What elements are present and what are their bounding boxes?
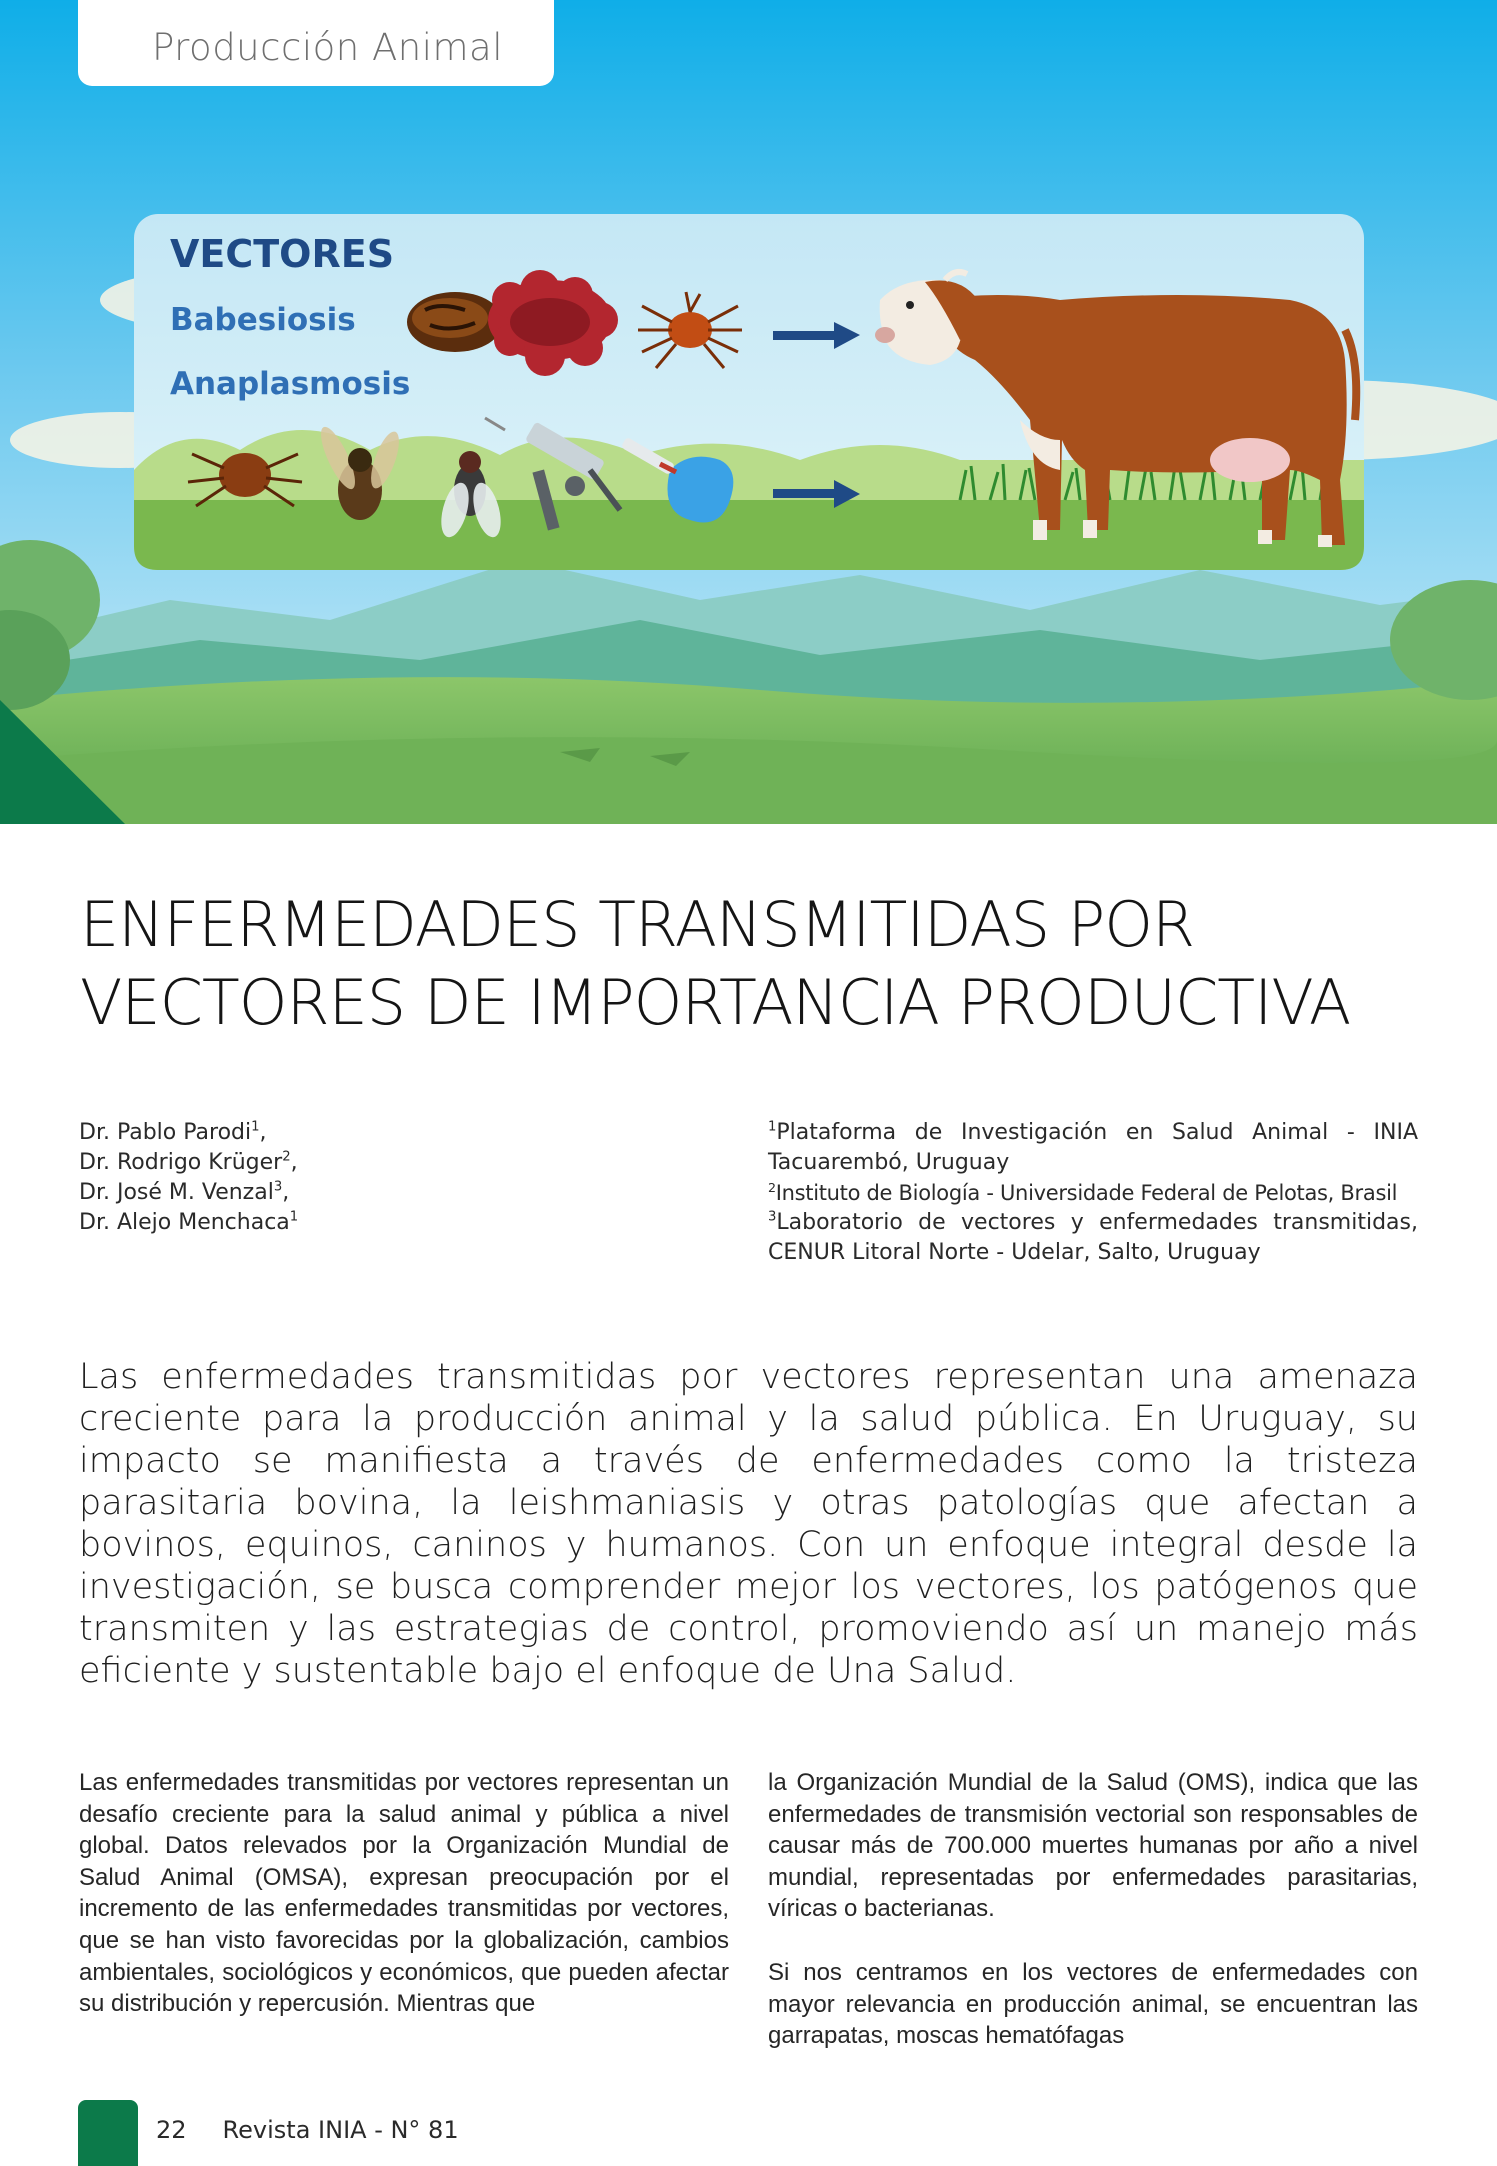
author: Dr. Alejo Menchaca$^1$ — [79, 1209, 299, 1235]
section-label: Producción Animal — [152, 26, 503, 69]
affiliation-list — [768, 1118, 1418, 1268]
page-footer — [156, 2116, 459, 2144]
body-paragraph: la Organización Mundial de la Salud (OMS), indica que las enfermedades de transmisión vectorial son responsables de causar más de 700.000 muertes humanas por año a nivel mundial, representadas por enfermedades parasitarias, víricas o bacterianas. — [768, 1769, 1418, 1923]
landscape-background — [0, 0, 1497, 824]
body-column-right — [768, 1767, 1418, 2052]
figure-heading: VECTORES — [170, 232, 395, 276]
affiliation: $^3$Laboratorio de vectores y enfermedades transmitidas, CENUR Litoral Norte - Udelar, Salto, Uruguay — [768, 1209, 1418, 1265]
figure-disease-anaplasmosis: Anaplasmosis — [170, 366, 411, 402]
author-list — [79, 1118, 298, 1238]
author: Dr. Pablo Parodi$^1$, — [79, 1119, 267, 1145]
publication-name: Revista INIA - N° 81 — [222, 2116, 459, 2144]
body-paragraph: Si nos centramos en los vectores de enfermedades con mayor relevancia en producción animal, se encuentran las garrapatas, moscas hematófagas — [768, 1958, 1418, 2050]
author: Dr. Rodrigo Krüger$^2$, — [79, 1149, 298, 1175]
affiliation: $^2$Instituto de Biología - Universidade Federal de Pelotas, Brasil — [768, 1180, 1398, 1205]
hero-illustration — [0, 0, 1497, 824]
section-tab — [78, 0, 554, 86]
lead-paragraph: Las enfermedades transmitidas por vectores representan una amenaza creciente para la producción animal y la salud pública. En Uruguay, su impacto se manifiesta a través de enfermedades como la tristeza parasitaria bovina, la leishmaniasis y otras patologías que afectan a bovinos, equinos, caninos y humanos. Con un enfoque integral desde la investigación, se busca comprender mejor los vectores, los patógenos que transmiten y las estrategias de control, promoviendo así un manejo más eficiente y sustentable bajo el enfoque de Una Salud. — [79, 1357, 1418, 1691]
body-paragraph: Las enfermedades transmitidas por vectores representan un desafío creciente para la salud animal y pública a nivel global. Datos relevados por la Organización Mundial de Salud Animal (OMSA), expresan preocupación por el incremento de las enfermedades transmitidas por vectores, que se han visto favorecidas por la globalización, cambios ambientales, sociológicos y económicos, que pueden afectar su distribución y repercusión. Mientras que — [79, 1769, 729, 2018]
page-number: 22 — [156, 2116, 187, 2144]
footer-accent-block — [78, 2100, 138, 2166]
body-column-left — [79, 1767, 729, 2020]
affiliation: $^1$Plataforma de Investigación en Salud Animal - INIA Tacuarembó, Uruguay — [768, 1119, 1418, 1175]
article-title-line: VECTORES DE IMPORTANCIA PRODUCTIVA — [80, 966, 1351, 1039]
article-title-line: ENFERMEDADES TRANSMITIDAS POR — [80, 888, 1195, 961]
figure-disease-babesiosis: Babesiosis — [170, 302, 356, 338]
article-title — [80, 886, 1450, 1042]
author: Dr. José M. Venzal$^3$, — [79, 1179, 290, 1205]
